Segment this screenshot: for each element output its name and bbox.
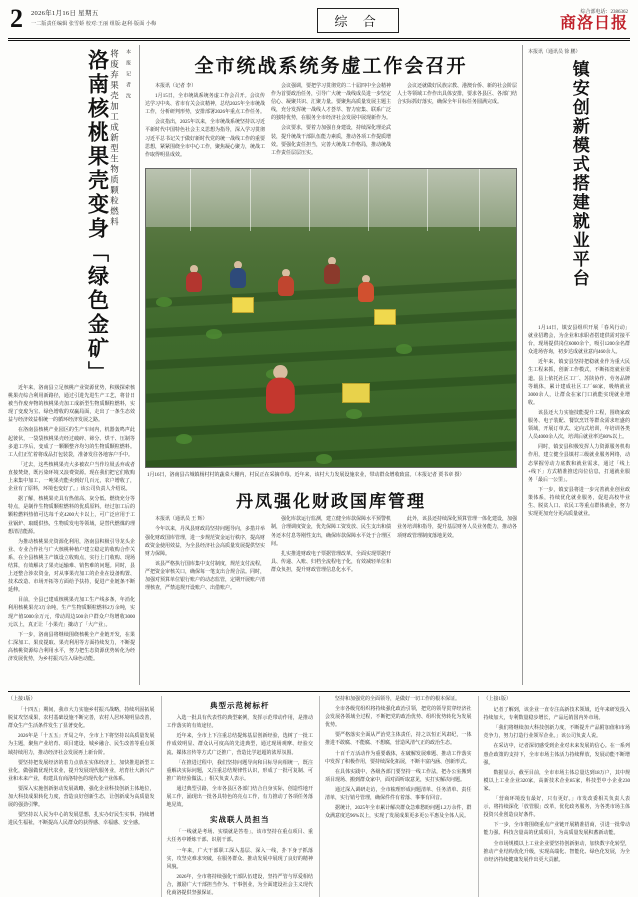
bottom-divider bbox=[8, 691, 630, 692]
crop-row bbox=[145, 307, 517, 339]
leaf bbox=[206, 329, 222, 339]
crop-row bbox=[145, 439, 517, 468]
bottom-col-1 bbox=[8, 696, 155, 897]
bottom-para: 2026年，全市将持续强化干部队伍建设，坚持严管与厚爱相结合，激励广大干部担当作为、干事创业，为全面建设社会主义现代化商洛提供坚强保证。 bbox=[166, 874, 313, 896]
section-title: 综 合 bbox=[317, 8, 398, 33]
left-body bbox=[8, 385, 135, 666]
bottom-para: 「营商环境没有最好，只有更好。」市发改委相关负责人表示，将持续深化「放管服」改革，优化政务服务，为各类市场主体投资兴业创造良好条件。 bbox=[483, 797, 630, 819]
greenhouse-roof bbox=[146, 169, 516, 227]
center-byline: 本报讯（记者 李） bbox=[155, 84, 197, 89]
bottom-para: 全市各级党组织将持续强化政治引领，把党的领导贯穿经济社会发展各领域全过程，不断把党的政治优势、组织优势转化为发展优势。 bbox=[325, 707, 472, 729]
center2-para: 该县严格执行国库集中支付制度，规范支付流程，严把资金审核关口，确保每一笔支出合规合法。同时，加强对预算单位银行账户的动态监管，定期开展账户清理核查，严禁违规开设账户、出借账户。 bbox=[145, 561, 266, 592]
bottom-para: 在具体实践中，各级各部门要坚持一线工作法，把办公室搬到项目现场、搬到群众家中，面对面听取意见，实打实解决问题。 bbox=[325, 769, 472, 783]
bottom-subhead-2: 实战联人员担当 bbox=[210, 815, 270, 825]
masthead-rule bbox=[8, 38, 630, 39]
roof-beam bbox=[190, 169, 191, 231]
right-para: 该县还大力实施技能提升工程，围绕家政服务、电子装配、餐饮烹饪等群众需求旺盛的领域，开展订单式、定向式培训，年培训各类人员4000余人次，培训后就业率达80%以上。 bbox=[528, 410, 630, 441]
center-text-columns-2 bbox=[145, 516, 517, 595]
bottom-para: 据统计，2025年全市累计解决群众急难愁盼问题1.2万余件，群众满意度达96%以上，实现了发展成果更多更公平惠及全体人民。 bbox=[325, 806, 472, 820]
page-number: 2 bbox=[10, 4, 23, 33]
left-para: 在洛南县核桃产业园区的生产车间内，机器轰鸣声此起彼伏，一袋袋核桃果壳经过破碎、筛分、烘干、压制等多道工序后，变成了一颗颗整齐均匀的生物质颗粒燃料。工人们正忙着将成品打包装袋，准备发往各地客户手中。 bbox=[8, 428, 135, 458]
center2-para: 今年以来，丹凤县财政局坚持问题导向，多措并举强化财政国库管理，进一步规范资金运行秩序，提高财政资金使用效益，为全县经济社会高质量发展提供坚实财力保障。 bbox=[145, 527, 266, 557]
right-article bbox=[522, 45, 630, 685]
right-headline: 镇安创新模式搭建就业平台 bbox=[569, 60, 589, 288]
bottom-para: 十百千万活动作为重要载体，在破解发展难题、推动工作落实中发挥了积极作用，要持续深化拓展，不断丰富内涵、创新形式。 bbox=[325, 751, 472, 765]
center2-col-1 bbox=[145, 516, 265, 595]
bottom-para: 下一步，全市将围绕重点产业链开展精准招商，引进一批带动能力强、科技含量高的优质项目，为高质量发展积蓄新动能。 bbox=[483, 823, 630, 837]
bottom-para: 要严格落实全面从严治党主体责任，持之以恒正风肃纪，一体推进不敢腐、不能腐、不想腐，营造风清气正的政治生态。 bbox=[325, 733, 472, 747]
bottom-para: 数据显示，截至目前，全市市场主体总量达到18万户，其中规模以上工业企业320家，高新技术企业85家，科技型中小企业230家。 bbox=[483, 770, 630, 792]
roof-beam bbox=[250, 169, 251, 231]
center-para: 1月15日，全市统战系统务虚工作会召开。会议传达学习中央、省市有关会议精神，总结2025年全市统战工作，分析研判形势，安排部署2026年重点工作任务。 bbox=[145, 94, 266, 116]
main-columns bbox=[0, 45, 638, 685]
continued-from-1: （上接1版） bbox=[8, 697, 36, 702]
masthead-left bbox=[10, 6, 156, 32]
center-article bbox=[140, 45, 522, 685]
bottom-para: 要坚持把发展经济的着力点放在实体经济上，加快推进新型工业化，做强做优现代农业，提升发展现代服务业，培育壮大新兴产业和未来产业，构建具有商洛特色的现代化产业体系。 bbox=[8, 760, 155, 782]
masthead-right bbox=[560, 6, 628, 32]
center-para: 会议要求，要着力加强自身建设，持续深化理论武装，提升统战干部队伍能力素质，推动各项工作提质增效。要强化责任担当，完善大统战工作格局，推动统战工作责任层层压实。 bbox=[271, 126, 392, 156]
roof-beam bbox=[427, 169, 428, 231]
left-headline: 洛南核桃果壳变身「绿色金矿」 bbox=[85, 49, 110, 385]
roof-beam bbox=[368, 169, 369, 231]
right-para: 同时，镇安县积极发挥人力资源服务机构作用，建立健全县镇村三级就业服务网络，动态掌握劳动力底数和就业需求，通过「线上+线下」方式精准推送岗位信息，打通就业服务「最后一公里」。 bbox=[528, 445, 630, 483]
bottom-para: 「一线就是考场、实绩就是答卷」，该市坚持在重点项目、重大任务中锤炼干部、识别干部。 bbox=[166, 830, 313, 844]
bottom-para: 坚持和加强党的全面领导，是做好一切工作的根本保证。 bbox=[335, 697, 461, 702]
right-para: 近年来，镇安县坚持把稳就业作为重大民生工程来抓，创新工作模式，不断拓宽就业渠道。县上依托社区工厂、苏陕协作、劳务品牌等载体，累计建成社区工厂68家，吸纳就业3000余人，让群众在家门口就能实现就业增收。 bbox=[528, 360, 630, 406]
bottom-col-3 bbox=[319, 696, 472, 897]
masthead-rule-thin bbox=[8, 40, 630, 41]
center-para: 会议强调，要把学习贯彻党的二十届四中全会精神作为首要政治任务，引导广大统一战线成员进一步坚定信心、凝聚共识、汇聚力量。要聚焦高质量发展主题主线，充分发挥统一战线人才荟萃、智力密集、联系广泛的独特优势，在服务全市经济社会发展中展现新作为。 bbox=[271, 84, 392, 122]
publication-date: 2026年1月16日 星期五 bbox=[31, 10, 99, 17]
bottom-columns bbox=[0, 696, 638, 897]
bottom-para: 通过典型引路，全市各县区各部门结合自身实际，创造性地开展工作，涌现出一批各具特色的亮点工作，有力推动了各项任务落地见效。 bbox=[166, 786, 313, 809]
center2-col-2 bbox=[271, 516, 391, 595]
right-body bbox=[528, 325, 630, 519]
center2-col-3 bbox=[397, 516, 517, 595]
right-para: 下一步，镇安县将进一步完善就业创业政策体系，持续优化就业服务，促进高校毕业生、脱贫人口、农民工等重点群体就业，努力实现更加充分更高质量就业。 bbox=[528, 487, 630, 518]
left-headline-group bbox=[8, 49, 135, 385]
center-para: 会议指出，2025年以来，全市统战系统坚持以习近平新时代中国特色社会主义思想为指导，深入学习贯彻习近平总书记关于做好新时代党的统一战线工作的重要思想，紧紧围绕全市中心工作，聚焦凝心聚力，统战工作取得明显成效。 bbox=[145, 120, 266, 158]
yellow-crate bbox=[232, 297, 254, 313]
yellow-crate bbox=[342, 383, 370, 403]
yellow-crate bbox=[374, 309, 396, 325]
crop-row bbox=[145, 407, 517, 439]
bottom-para: 近年来，全市上下注重总结提炼基层创新经验，选树了一批工作成效明显、群众认可度高的先进典型，通过现场观摩、经验交流、媒体宣传等方式广泛推广，营造比学赶超的浓厚氛围。 bbox=[166, 734, 313, 756]
bottom-para: 「十四五」期间，我市大力实施乡村振兴战略，持续巩固拓展脱贫攻坚成果，农村基础设施不断完善，农村人居环境明显改善，群众生产生活条件发生了显著变化。 bbox=[8, 708, 155, 730]
bottom-para: 全市场规模以上工业企业要坚持创新驱动，加快数字化转型，推动产业结构优化升级，实现高端化、智能化、绿色化发展，为全市经济持续健康发展作出更大贡献。 bbox=[483, 841, 630, 863]
center2-byline: 本报讯（通讯员 王 辉） bbox=[155, 517, 208, 523]
right-para: 1月14日，镇安县组织开展「春风行动」就业招聘会，为企业和求职者搭建供需对接平台，现场提供岗位6000余个，吸引1200余名群众进场咨询，初步达成就业意向460余人。 bbox=[528, 326, 630, 356]
masthead bbox=[0, 0, 638, 36]
left-para: 下一步，洛南县将继续围绕核桃全产业链开发，在果仁深加工、果皮提取、果壳利用等方面持续发力，不断提高核桃资源综合利用水平，努力把生态资源优势转化为经济发展优势，为乡村振兴注入绿色动能。 bbox=[8, 632, 135, 662]
leaf bbox=[316, 454, 332, 464]
left-para: 为推动核桃果壳资源化利用，洛南县积极引导龙头企业、专业合作社与广大核桃种植户建立稳定的收购合作关系，在全县核桃主产镇设立收购点，实行上门收购、现场结算，有效解决了果壳运输难、销售难的问题。同时，县上还整合涉农资金，对从事果壳加工的企业在设备购置、技术改造、市场开拓等方面给予扶持，促进产业链条不断延伸。 bbox=[8, 539, 135, 594]
bottom-para: 记者了解到，该企业一直专注高新技术领域，近年来研发投入持续加大，专利数量稳步增长，产品远销国内外市场。 bbox=[483, 708, 630, 722]
center2-para: 强化库款运行监测，建立健全库款保障水平预警机制，合理调度资金，优先保障工资发放、民生支出和债务还本付息等刚性支出，确保库款保障水平处于合理区间。 bbox=[271, 517, 392, 547]
roof-beam bbox=[309, 169, 310, 231]
left-subheadline: 将废弃果壳加工成新型生物质颗粒燃料 bbox=[109, 49, 120, 228]
hotline-text: 综合部电话：2386362 bbox=[580, 10, 628, 15]
photo-scene bbox=[146, 169, 516, 467]
center-col-3 bbox=[397, 83, 517, 162]
section-title-wrap bbox=[156, 6, 560, 33]
left-para: 「过去，这些核桃果壳大多被农户当作垃圾丢弃或者直接焚烧，既污染环境又浪费资源。现在我们把它们收购上来集中加工，一吨果壳能卖到好几百元，农户增收了，企业有了原料，环境也变好了。」该公司负责人介绍说。 bbox=[8, 462, 135, 493]
center-headline-2: 丹凤强化财政国库管理 bbox=[236, 492, 426, 512]
continued-from-2: （上接1版） bbox=[483, 697, 512, 702]
left-para: 目前，全县已建成核桃果壳加工生产线多条，年消化利用核桃果壳3万余吨，生产生物质颗粒燃料2万余吨，实现产值5000余万元，带动周边500余户群众户均增收3000元以上，真正让「小果壳」撬动了「大产业」。 bbox=[8, 598, 135, 628]
bottom-col-2 bbox=[161, 696, 314, 897]
left-article bbox=[8, 45, 140, 685]
bottom-para: 要坚持以人民为中心的发展思想，扎实办好民生实事，持续增进民生福祉，不断提高人民群众的获得感、幸福感、安全感。 bbox=[8, 813, 155, 827]
roof-beam bbox=[479, 169, 480, 231]
paper-logo: 商洛日报 bbox=[559, 15, 628, 32]
editor-credits: 一二版责任编辑 张雪娇 校对:王丽 组版:赵利·版面 小梅 bbox=[31, 22, 157, 27]
news-photo bbox=[145, 168, 517, 468]
leaf bbox=[176, 434, 192, 444]
bottom-subhead-1: 典型示范树标杆 bbox=[210, 701, 270, 710]
leaf bbox=[156, 297, 172, 307]
bottom-para: 在采访中，记者深切感受到企业对未来发展的信心。在一系列惠企政策的支持下，全市市场主体活力持续释放，发展动能不断增强。 bbox=[483, 744, 630, 766]
bottom-para: 「在推进过程中，我们坚持问题导向和目标导向相统一，既注重解决实际问题，又注重总结规律性认识，形成了一批可复制、可推广的经验做法。」相关负责人表示。 bbox=[166, 760, 313, 782]
center-headline: 全市统战系统务虚工作会召开 bbox=[194, 56, 468, 77]
photo-caption: 1月16日，洛南县古城镇杨村村的蔬菜大棚内，村民正在采摘草莓。近年来，该村大力发展设施农业，带动群众增收致富。（本报记者 贾书章 摄） bbox=[147, 472, 465, 478]
bottom-para: 「我们将继续加大科技创新力度，不断提升产品附加值和市场竞争力，努力打造行业领军企业。」该公司负责人说。 bbox=[483, 726, 630, 740]
center-col-2 bbox=[271, 83, 391, 162]
bottom-col-4 bbox=[478, 696, 631, 897]
bottom-para: 通过深入调研走访，全市梳理形成问题清单、任务清单、责任清单，实行销号管理，确保件件有着落、事事有回音。 bbox=[325, 787, 472, 802]
center2-para: 此外，该县还持续深化预算管理一体化建设，加强业务培训和指导，提升基层财务人员业务能力，推动各项财政管理制度落地见效。 bbox=[397, 517, 518, 539]
right-byline: 本报讯（通讯员 徐 鹏） bbox=[528, 50, 581, 55]
bottom-para: 入选一批具有代表性的典型案例，发挥示范带动作用，是推动工作落实的有效途径。 bbox=[166, 716, 313, 730]
left-byline-line: 本 报 记 者 沈 bbox=[125, 49, 130, 99]
center-para: 会议还就做好民族宗教、港澳台侨、新的社会阶层人士等领域工作作出具体安排，要求各县区、各部门结合实际抓好落实，确保全年目标任务圆满完成。 bbox=[397, 84, 518, 106]
bottom-para: 一年来，广大干部职工深入基层、深入一线，扑下身子抓落实，攻坚克难求突破，在服务群众、推动发展中展现了良好的精神风貌。 bbox=[166, 848, 313, 870]
left-para: 据了解，核桃果壳具有热值高、灰分低、燃烧充分等特点，是制作生物质颗粒燃料的优质原料。经过加工后的颗粒燃料热值可达每千克4200大卡以上，可广泛应用于工业锅炉、取暖供热、生物质发电等领域，是替代燃煤的理想清洁能源。 bbox=[8, 497, 135, 535]
center2-para: 扎实推进财政电子票据管理改革，全面实现票据开具、传递、入账、归档全流程电子化，有效减轻单位和群众负担，提升财政管理信息化水平。 bbox=[271, 551, 392, 573]
crop-row bbox=[145, 372, 517, 404]
leaf bbox=[346, 409, 362, 419]
leaf bbox=[396, 344, 412, 354]
left-byline bbox=[124, 49, 132, 379]
center-col-1 bbox=[145, 83, 265, 162]
left-lead: 近年来，洛南县立足核桃产业资源优势，积极探索核桃果壳综合利用新路径，通过引进先进生产工艺，将昔日被当作废弃物的核桃果壳加工成新型生物质颗粒燃料，实现了变废为宝、绿色增收的双赢局面，走出了一条生态效益与经济效益相统一的循环经济发展之路。 bbox=[8, 386, 135, 424]
bottom-para: 2026年是「十五五」开局之年，全市上下将坚持以高质量发展为主题，聚焦产业培育、项目建设、城乡融合、民生改善等重点领域持续用力，推动经济社会发展再上新台阶。 bbox=[8, 734, 155, 756]
crop-row bbox=[145, 339, 517, 371]
bottom-para: 要深入实施创新驱动发展战略，强化企业科技创新主体地位，加大科技成果转化力度，营造良好创新生态，让创新成为高质量发展的强劲引擎。 bbox=[8, 786, 155, 809]
center-text-columns bbox=[145, 83, 517, 162]
